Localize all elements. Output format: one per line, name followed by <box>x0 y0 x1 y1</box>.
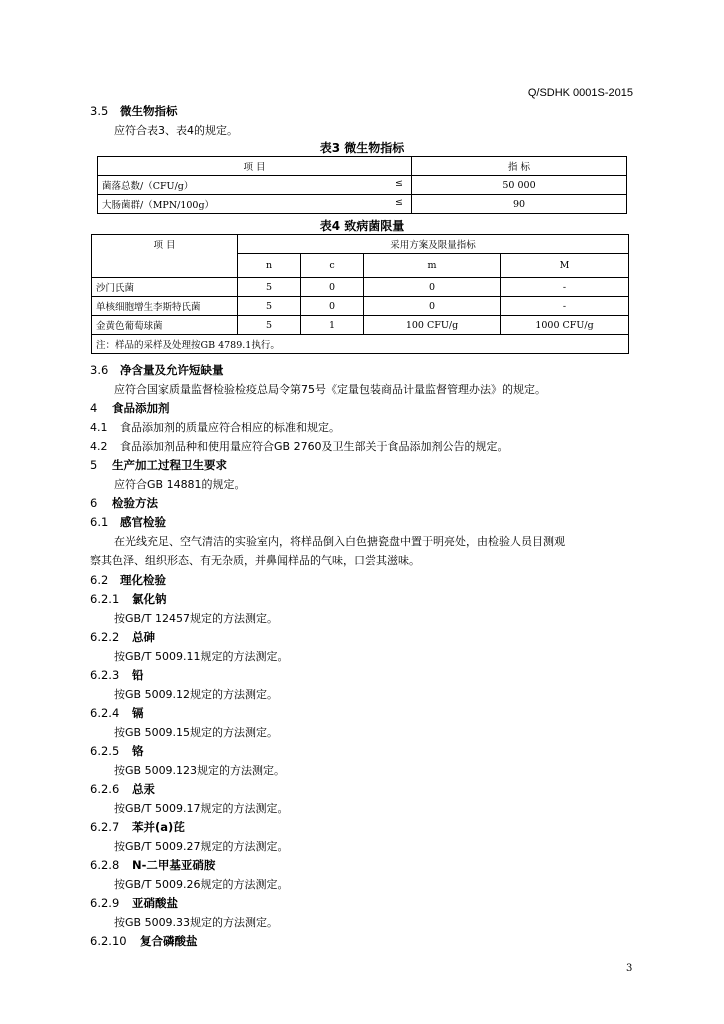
section-title: 亚硝酸盐 <box>132 896 178 910</box>
section-heading-6-2-9 <box>90 895 178 911</box>
header-cell: n <box>238 254 301 278</box>
section-heading-6-1 <box>90 514 166 530</box>
section-number: 6.2.7 <box>90 820 120 834</box>
section-heading-4 <box>90 400 170 416</box>
table-row <box>98 195 627 214</box>
table-cell: 50 000 <box>412 176 627 195</box>
paragraph: 按GB 5009.15规定的方法测定。 <box>114 726 279 739</box>
table-cell: 0 <box>301 297 364 316</box>
section-title: 感官检验 <box>120 515 166 529</box>
table-cell: - <box>501 297 629 316</box>
paragraph: 应符合国家质量监督检验检疫总局令第75号《定量包装商品计量监督管理办法》的规定。 <box>114 383 546 396</box>
section-number: 6.2.6 <box>90 782 120 796</box>
clause-4-1 <box>90 419 340 435</box>
header-cell: 项 目 <box>92 235 238 278</box>
section-heading-3-6 <box>90 362 224 378</box>
table-cell: 5 <box>238 278 301 297</box>
paragraph: 应符合表3、表4的规定。 <box>114 124 238 137</box>
section-number: 6 <box>90 496 98 510</box>
section-number: 6.2 <box>90 573 109 587</box>
clause-text: 食品添加剂品种和使用量应符合GB 2760及卫生部关于食品添加剂公告的规定。 <box>120 440 509 453</box>
section-number: 6.2.1 <box>90 592 120 606</box>
section-title: 氯化钠 <box>132 592 167 606</box>
section-number: 6.2.5 <box>90 744 120 758</box>
microbe-table <box>97 156 627 214</box>
section-title: 总汞 <box>132 782 155 796</box>
paragraph: 应符合GB 14881的规定。 <box>114 478 246 491</box>
section-heading-6-2-7 <box>90 819 185 835</box>
paragraph: 按GB 5009.123规定的方法测定。 <box>114 764 286 777</box>
paragraph: 在光线充足、空气清洁的实验室内，将样品倒入白色搪瓷盘中置于明亮处，由检验人员目测观 <box>114 535 565 548</box>
clause-4-2 <box>90 438 509 454</box>
section-number: 6.1 <box>90 515 109 529</box>
section-title: 镉 <box>132 706 144 720</box>
operator: ≤ <box>395 178 403 189</box>
standard-code: Q/SDHK 0001S-2015 <box>527 87 633 99</box>
table-cell: 单核细胞增生李斯特氏菌 <box>92 297 238 316</box>
section-number: 6.2.8 <box>90 858 120 872</box>
paragraph: 按GB/T 5009.27规定的方法测定。 <box>114 840 289 853</box>
pathogen-table <box>91 234 629 354</box>
table-cell: 金黄色葡萄球菌 <box>92 316 238 335</box>
table-cell: 0 <box>301 278 364 297</box>
section-heading-6-2-6 <box>90 781 155 797</box>
section-title: 净含量及允许短缺量 <box>120 363 224 377</box>
item-name: 菌落总数/（CFU/g） <box>102 181 194 192</box>
table-cell: 90 <box>412 195 627 214</box>
table-row <box>92 297 629 316</box>
section-heading-3-5 <box>90 103 178 119</box>
section-heading-6-2-1 <box>90 591 167 607</box>
section-number: 6.2.2 <box>90 630 120 644</box>
section-title: 理化检验 <box>120 573 166 587</box>
section-title: 总砷 <box>132 630 155 644</box>
section-heading-6-2-4 <box>90 705 144 721</box>
section-title: 铅 <box>132 668 144 682</box>
table-cell: 5 <box>238 297 301 316</box>
section-number: 5 <box>90 458 98 472</box>
table-cell: - <box>501 278 629 297</box>
table-cell: 5 <box>238 316 301 335</box>
section-number: 6.2.3 <box>90 668 120 682</box>
header-cell: 采用方案及限量指标 <box>238 235 629 254</box>
table-note: 注：样品的采样及处理按GB 4789.1执行。 <box>92 335 629 354</box>
table-cell: 0 <box>364 278 501 297</box>
section-heading-6-2-5 <box>90 743 144 759</box>
table-caption: 表4 致病菌限量 <box>319 219 405 233</box>
table-row <box>92 278 629 297</box>
table-cell: 100 CFU/g <box>364 316 501 335</box>
header-cell: m <box>364 254 501 278</box>
section-title: 铬 <box>132 744 144 758</box>
section-title: 复合磷酸盐 <box>140 934 198 948</box>
section-title: N-二甲基亚硝胺 <box>132 858 216 872</box>
table-cell <box>98 195 412 214</box>
section-title: 苯并(a)芘 <box>132 820 185 834</box>
paragraph: 按GB/T 5009.26规定的方法测定。 <box>114 878 289 891</box>
section-number: 3.6 <box>90 363 109 377</box>
section-title: 微生物指标 <box>120 104 178 118</box>
paragraph: 察其色泽、组织形态、有无杂质，并鼻闻样品的气味，口尝其滋味。 <box>90 554 420 567</box>
header-cell: 项 目 <box>98 157 412 176</box>
header-cell: 指 标 <box>412 157 627 176</box>
section-number: 4 <box>90 401 98 415</box>
paragraph: 按GB 5009.33规定的方法测定。 <box>114 916 279 929</box>
table-cell: 沙门氏菌 <box>92 278 238 297</box>
section-number: 6.2.4 <box>90 706 120 720</box>
section-heading-6-2-10 <box>90 933 198 949</box>
paragraph: 按GB 5009.12规定的方法测定。 <box>114 688 279 701</box>
clause-number: 4.2 <box>90 440 108 453</box>
table-cell: 1 <box>301 316 364 335</box>
clause-number: 4.1 <box>90 421 108 434</box>
section-heading-6-2 <box>90 572 166 588</box>
section-number: 6.2.9 <box>90 896 120 910</box>
table-cell: 1000 CFU/g <box>501 316 629 335</box>
paragraph: 按GB/T 5009.17规定的方法测定。 <box>114 802 289 815</box>
paragraph: 按GB/T 5009.11规定的方法测定。 <box>114 650 289 663</box>
item-name: 大肠菌群/（MPN/100g） <box>102 200 215 211</box>
section-title: 检验方法 <box>112 496 158 510</box>
paragraph: 按GB/T 12457规定的方法测定。 <box>114 612 278 625</box>
operator: ≤ <box>395 197 403 208</box>
header-cell: c <box>301 254 364 278</box>
section-title: 食品添加剂 <box>112 401 170 415</box>
section-heading-6-2-2 <box>90 629 155 645</box>
table-cell: 0 <box>364 297 501 316</box>
page-number: 3 <box>626 963 633 974</box>
section-number: 6.2.10 <box>90 934 127 948</box>
table-cell <box>98 176 412 195</box>
table-row <box>98 176 627 195</box>
section-heading-6 <box>90 495 158 511</box>
header-cell: M <box>501 254 629 278</box>
section-number: 3.5 <box>90 104 109 118</box>
table-row <box>92 316 629 335</box>
clause-text: 食品添加剂的质量应符合相应的标准和规定。 <box>120 421 340 434</box>
table-note-row <box>92 335 629 354</box>
section-heading-6-2-3 <box>90 667 144 683</box>
table-header-row <box>92 235 629 254</box>
section-heading-6-2-8 <box>90 857 215 873</box>
table-caption: 表3 微生物指标 <box>319 141 405 155</box>
section-title: 生产加工过程卫生要求 <box>112 458 227 472</box>
table-header-row <box>98 157 627 176</box>
section-heading-5 <box>90 457 227 473</box>
